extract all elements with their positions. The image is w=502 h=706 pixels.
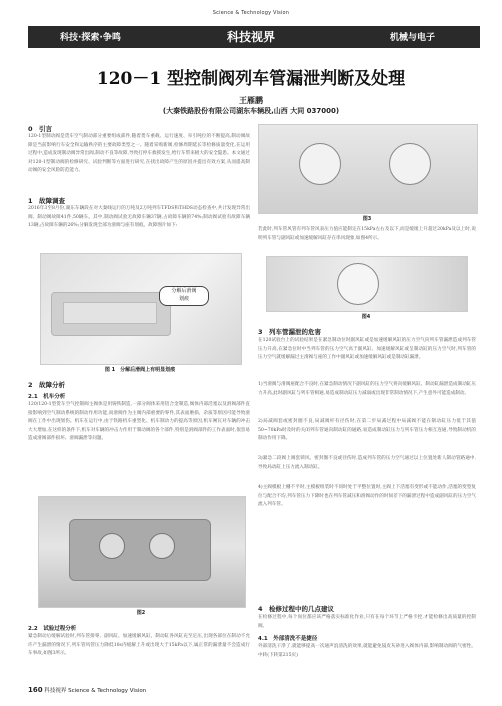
gauge-icon — [337, 263, 379, 305]
figure-4-image — [266, 256, 468, 312]
header-right-tag: 机械与电子 — [390, 33, 436, 43]
section-2-1-heading: 2.1 机车分析 — [28, 394, 66, 400]
section-2-2-text: 紧急制动后缓解试验时,列车管排零、副风缸、加速缓解风缸、制动缸各风缸充至定压,出现各部位在制动不允许产生漏泄的情况下,列车管风管压力降低10s内缓解上升或出现大于15kPa以下,属正常的漏泄量不会造成行车事故,如图3所示。 — [28, 634, 250, 657]
section-0-heading: 0 引言 — [28, 125, 53, 133]
article-author: 王雁鹏 — [239, 96, 263, 105]
section-2-heading: 2 故障分析 — [28, 381, 66, 389]
header-left-tag: 科技·探索·争鸣 — [60, 33, 121, 43]
journal-english-name: Science & Technology Vision — [212, 10, 290, 16]
article-affiliation: (大秦铁路股份有限公司湖东车辆段,山西 大同 037000) — [162, 107, 340, 115]
section-3-item-3: 3)紧急二段阀上阀套锁风、密封圈不良或径伤时,造成列车管的压力空气通过以上位置处新人制动管路通中,导致局动缸上压力流入制动缸。 — [258, 456, 476, 470]
section-4-1-text: 外部清洗干净了,就能够提高一次通声浪清洗的效果,就能避免镜皮灰砂进入阀体内部,影响制动阀的气密性。中转(下转第215页) — [258, 644, 476, 658]
section-2-1-text: 120/120-1型货车空气控制阀主阀体是用铸铁制造,一部分阀体采用铝合金制造,阀体内部活塞以及滑阀部件直接影响到空气制动系统的制动作用功能,而滑阀作为主阀内部重要的零件,其表面磨损、杂质等原因可能导致滑阀在工作中出现划伤。机车在运行中,由于铁路机车重型化、机车制动力的提高等原因,机车闸瓦对车辆的冲击大大增加,在这样的条件下,机车对车辆的冲击力作用于制动阀的各个部件,特别是滑阀部件的工作表面时,很容易造成滑阀部件损坏、滑阀漏泄等问题。 — [28, 402, 250, 442]
section-4-1-heading: 4.1 外部清洗不是捷径 — [258, 636, 318, 642]
annotation-line-1: 分解后滑阀 — [171, 288, 197, 294]
figure-2-caption: 图2 — [136, 610, 146, 616]
figure-3-image — [258, 124, 478, 214]
footer-journal: 科技视界 Science & Technology Vision — [44, 688, 147, 694]
section-3-item-4: 4)主阀模板上栅不平时,主模板组装时不同时处于平整位置时,主阀上下活塞有变形或不能动作,活塞的变型复位与配合不均,列车管压力下降时也在列车管减压和滑阀动作的时间差下的漏泄过程中造成副风缸的压力空气流入列车管。 — [258, 485, 476, 508]
section-4-heading: 4 检修过程中的几点建议 — [258, 605, 335, 613]
figure-4-caption: 图4 — [361, 314, 371, 320]
figure-3-caption: 图3 — [362, 216, 372, 222]
test-bench-photo — [69, 519, 211, 581]
gauge-icon — [389, 143, 431, 185]
figure-1-image — [40, 253, 242, 365]
pressure-gauge-icon — [149, 533, 175, 559]
section-1-heading: 1 故障调查 — [28, 197, 66, 205]
article-title: 120－1 型控制阀列车管漏泄判断及处理 — [96, 69, 406, 89]
page-footer — [28, 686, 146, 694]
right-intro-text: 若此时,列车管风管有列车管风表压力值应能制定在15kPa左右及以下,而是缓缓上升超过20kPa及以上时,说明列车管与副风缸或加速缓解风缸存在串风现象,如图4所示。 — [258, 227, 476, 241]
section-3-item-1: 1)当滑阀与滑阀座配合不良时,在紧急制动情况下副风缸的压力空气将向缓解风缸、制动缸漏泄造成制动缸压力升高,此时副风缸与列车管相通,易造成制动缸压力减弱或出现非常制动情况下,产生意外可能造成制动。 — [258, 382, 476, 396]
page-number: 160 — [28, 686, 43, 694]
section-3-text: 在120试验台上的试验结果是在紧急制动位时副风缸或是加速缓解风缸的压力空气向列车管漏泄造成列车管压力升高,在紧急位时中当列车管的压力空气高于副风缸、加速缓解风缸或呈制动缸的压力空气时,列车管的压力空气就缓解漏过主滑阀与座的工作中副风缸或加速缓解风缸或是制动缸漏泄。 — [258, 338, 476, 361]
section-0-text: 120-1型制动阀是货车空气制动部分重要组成部件,随着货车重载、运行速度、牵引吨位的不断提高,制动阀故障是当前影响行车安全和运输秩序的主要故障类型之一。随着采购新阀,检修周期延长等检修质量变化,在运用过程中,造成发现制动阀异常出阀,制动不良等故障,导致打停车救援发生,给行车带来极大的安全隐患。本文通过对120-1型制动阀的检修研究、试验判断等方面进行研究,在找出故障产生的原因并提出有效方案,从而提高制动阀的安全风险防范能力。 — [28, 134, 250, 174]
header-journal-title: 科技视界 — [226, 30, 275, 44]
gauge-icon — [299, 143, 341, 185]
figure-1-annotation — [159, 286, 209, 306]
section-4-text: 在检修过程中,每个岗位都应该严格落实标准化作业,只有在每个环节上严格卡控,才能检修出高质量的控制阀。 — [258, 615, 476, 629]
section-3-item-2: 2)局减阀套或密封圈不良,局减阀杆有径伤时,在第二步局减过程中局减阀不能在制动缸压力低于其值50~70kPa时及时的关闭列车管通向制动缸的通路,易造成制动缸压力与列车管压力相互连通,导致制动机的制动作用下降。 — [258, 419, 476, 442]
section-3-heading: 3 列车管漏泄的危害 — [258, 328, 322, 336]
pressure-gauge-icon — [99, 533, 125, 559]
valve-surface — [63, 302, 157, 324]
annotation-line-2: 划痕 — [178, 296, 189, 302]
section-2-2-heading: 2.2 试验过程分析 — [28, 626, 77, 632]
section-1-text: 2016年3至8月份,湖东车辆段在对大秦线运行的万吨及2万吨列车TFDS和THDS动态检查中,共计发现异常出阀、制动阀故障41件,50辆车。其中,制动阀试验无故障车辆37辆,占故障车辆的74%;制动阀试验有故障车辆13辆,占故障车辆的26%;分解发现全部为滑阀与座有划痕。故障图片如下: — [28, 206, 250, 229]
figure-2-image — [38, 496, 246, 608]
figure-1-caption: 图 1 分解后滑阀上有明显划痕 — [104, 367, 176, 373]
